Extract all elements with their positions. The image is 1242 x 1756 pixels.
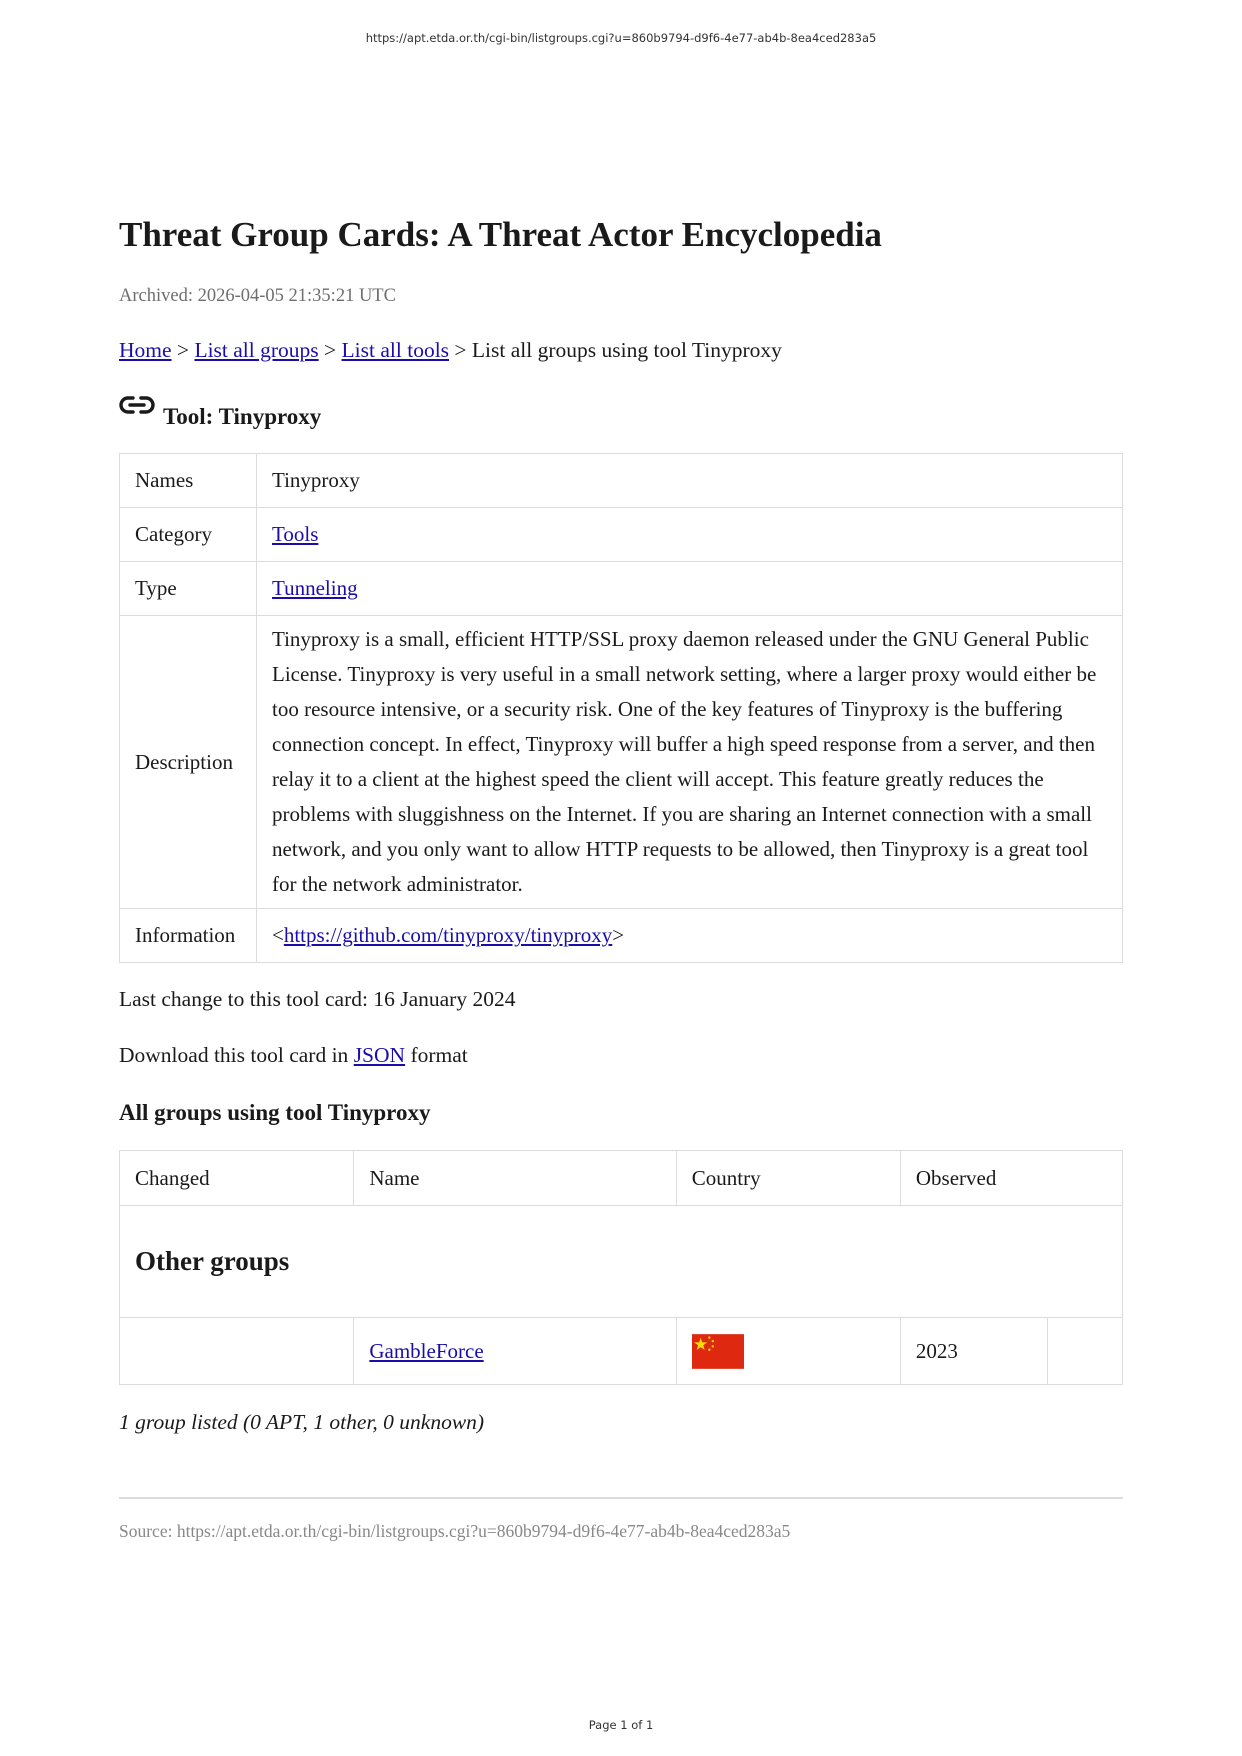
observed-cell: 2023 bbox=[900, 1318, 1047, 1385]
category-label: Category bbox=[120, 508, 257, 562]
breadcrumb-home-link[interactable]: Home bbox=[119, 338, 172, 362]
breadcrumb-current: > List all groups using tool Tinyproxy bbox=[449, 338, 782, 362]
china-flag-icon bbox=[692, 1334, 744, 1369]
changed-cell bbox=[120, 1318, 354, 1385]
tool-info-table bbox=[119, 453, 1123, 963]
json-download-link[interactable]: JSON bbox=[353, 1043, 406, 1067]
names-label: Names bbox=[120, 454, 257, 508]
breadcrumb-separator: > bbox=[171, 338, 195, 362]
type-label: Type bbox=[120, 562, 257, 616]
country-cell bbox=[676, 1318, 900, 1385]
column-header-observed: Observed bbox=[900, 1151, 1122, 1206]
table-row bbox=[120, 562, 1123, 616]
tool-title: Tool: Tinyproxy bbox=[163, 404, 322, 429]
groups-summary: 1 group listed (0 APT, 1 other, 0 unknown) bbox=[119, 1410, 485, 1434]
page-title: Threat Group Cards: A Threat Actor Encyclopedia bbox=[119, 215, 882, 254]
names-value: Tinyproxy bbox=[257, 454, 1123, 508]
table-row bbox=[120, 616, 1123, 909]
download-prefix: Download this tool card in bbox=[119, 1043, 354, 1067]
tool-heading bbox=[119, 393, 1123, 433]
page-number: Page 1 of 1 bbox=[588, 1718, 654, 1732]
section-row bbox=[120, 1206, 1123, 1318]
table-row bbox=[120, 454, 1123, 508]
section-title: Other groups bbox=[135, 1246, 290, 1276]
breadcrumb bbox=[119, 335, 1123, 365]
description-label: Description bbox=[120, 616, 257, 909]
groups-heading: All groups using tool Tinyproxy bbox=[119, 1100, 431, 1125]
group-link[interactable]: GambleForce bbox=[369, 1338, 484, 1363]
divider bbox=[119, 1497, 1123, 1499]
section-cell bbox=[120, 1206, 1123, 1318]
type-link[interactable]: Tunneling bbox=[272, 576, 358, 600]
category-link[interactable]: Tools bbox=[272, 522, 319, 546]
table-row bbox=[120, 1318, 1123, 1385]
type-cell bbox=[257, 562, 1123, 616]
information-bracket-open: < bbox=[272, 923, 284, 947]
breadcrumb-list-tools-link[interactable]: List all tools bbox=[341, 338, 450, 362]
information-bracket-close: > bbox=[612, 923, 625, 947]
link-icon bbox=[119, 394, 155, 416]
table-row bbox=[120, 508, 1123, 562]
table-header-row bbox=[120, 1151, 1123, 1206]
download-suffix: format bbox=[405, 1043, 468, 1067]
information-label: Information bbox=[120, 909, 257, 963]
information-cell bbox=[257, 909, 1123, 963]
archived-timestamp: Archived: 2026-04-05 21:35:21 UTC bbox=[119, 286, 396, 306]
column-header-changed: Changed bbox=[120, 1151, 354, 1206]
last-change-text: Last change to this tool card: 16 January 2024 bbox=[119, 987, 516, 1011]
category-cell bbox=[257, 508, 1123, 562]
download-text bbox=[119, 1040, 1123, 1070]
empty-cell bbox=[1048, 1318, 1123, 1385]
name-cell bbox=[354, 1318, 676, 1385]
groups-table bbox=[119, 1150, 1123, 1385]
source-url: Source: https://apt.etda.or.th/cgi-bin/listgroups.cgi?u=860b9794-d9f6-4e77-ab4b-8ea4ced283a5 bbox=[119, 1521, 791, 1541]
description-value: Tinyproxy is a small, efficient HTTP/SSL proxy daemon released under the GNU General Public License. Tinyproxy is very useful in a small network setting, where a larger proxy would either be too resource intensive, or a security risk. One of the key features of Tinyproxy is the buffering connection concept. In effect, Tinyproxy will buffer a high speed response from a server, and then relay it to a client at the highest speed the client will accept. This feature greatly reduces the problems with sluggishness on the Internet. If you are sharing an Internet connection with a small network, and you only want to allow HTTP requests to be allowed, then Tinyproxy is a great tool for the network administrator. bbox=[257, 616, 1123, 909]
information-link[interactable]: https://github.com/tinyproxy/tinyproxy bbox=[283, 923, 613, 947]
column-header-name: Name bbox=[354, 1151, 676, 1206]
print-header-url: https://apt.etda.or.th/cgi-bin/listgroups.cgi?u=860b9794-d9f6-4e77-ab4b-8ea4ced283a5 bbox=[365, 31, 877, 45]
page-content bbox=[119, 210, 1123, 1543]
column-header-country: Country bbox=[676, 1151, 900, 1206]
table-row bbox=[120, 909, 1123, 963]
breadcrumb-list-groups-link[interactable]: List all groups bbox=[194, 338, 319, 362]
breadcrumb-separator: > bbox=[318, 338, 342, 362]
